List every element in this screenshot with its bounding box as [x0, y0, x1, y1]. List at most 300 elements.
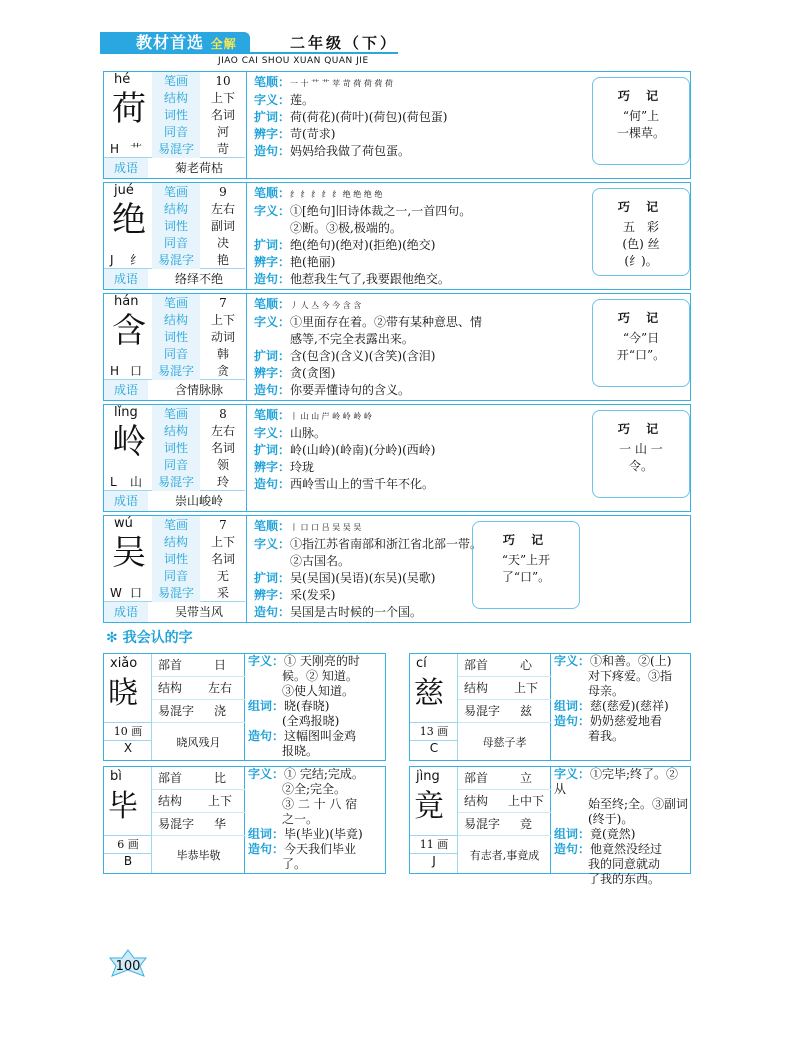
radical: 山: [130, 475, 143, 489]
info-row-homophone: [104, 234, 245, 252]
recognize-char-cell: [104, 654, 152, 760]
brand-logo: 全解: [210, 37, 237, 51]
structure-value: 上下: [513, 681, 538, 695]
confusable-label: 易混字: [152, 584, 200, 602]
structure-value: 上下: [207, 794, 232, 808]
confusable-label: 易混字: [158, 817, 195, 831]
idiom-row: [104, 380, 245, 400]
hanzi: 晓: [108, 676, 138, 711]
expand-text: 岭(山岭)(岭南)(分岭)(西岭): [290, 443, 436, 457]
sentence-text: 你要弄懂诗句的含义。: [290, 383, 411, 397]
memory-tip-box: [592, 299, 690, 387]
confusable-label: 易混字: [464, 704, 501, 718]
pinyin: hán: [114, 294, 139, 309]
info-row-confusable: [104, 140, 245, 158]
radical-value: 立: [519, 771, 532, 785]
stroke-order-label: 笔顺：: [254, 297, 291, 311]
meaning-text: 感等,不完全表露出来。: [290, 332, 414, 346]
idiom-label: 成语: [104, 380, 148, 400]
stroke-order-text: 丨 口 口 吕 吴 吴 吴: [290, 523, 362, 532]
detail-text: ①和善。②(上): [590, 654, 672, 668]
detail-text: 始至终;全。③副词: [588, 797, 689, 811]
sentence-text: 吴国是古时候的一个国。: [290, 605, 423, 619]
tip-title: 巧 记: [617, 311, 665, 325]
info-row-homophone: [104, 345, 245, 363]
tip-line: “今”日: [622, 331, 660, 345]
pos-label: 词性: [152, 550, 200, 568]
radical: 口: [130, 364, 143, 378]
detail-text: 这幅图叫金鸡: [284, 729, 357, 743]
pos-value: 名词: [210, 552, 235, 566]
distinguish-text: 采(发采): [290, 588, 336, 602]
pinyin: hé: [114, 72, 131, 87]
detail-text: ②全;完全。: [282, 782, 347, 796]
homophone-label: 同音: [152, 234, 200, 252]
confusable-value: 浇: [213, 704, 226, 718]
detail-text: 奶奶慈爱地看: [590, 714, 663, 728]
expand-text: 含(包含)(含义)(含笑)(含泪): [290, 349, 436, 363]
char-card: [103, 71, 691, 179]
char-card: [103, 293, 691, 401]
distinguish-label: 辨字：: [254, 255, 291, 269]
detail-label: 组词：: [554, 699, 591, 713]
structure-value: 上下: [210, 535, 235, 549]
info-row-strokes: [104, 294, 245, 312]
structure-label: 结构: [464, 681, 489, 695]
idiom-label: 成语: [104, 158, 148, 178]
char-card: [103, 182, 691, 290]
initial-letter: J: [110, 253, 114, 267]
expand-label: 扩词：: [254, 238, 291, 252]
strokes-value: 7: [219, 518, 227, 532]
structure-value: 左右: [207, 681, 232, 695]
detail-label: 造句：: [554, 842, 591, 856]
page-number-badge: [108, 948, 148, 978]
confusable-value: 华: [213, 817, 226, 831]
recognize-info-table: [152, 767, 245, 873]
tip-line: (纟)。: [624, 254, 658, 268]
pinyin: bì: [110, 769, 122, 784]
strokes-label: 笔画: [152, 516, 200, 534]
confusable-value: 艳: [216, 253, 229, 267]
meaning-text: 山脉。: [290, 426, 327, 440]
confusable-value: 玲: [216, 475, 229, 489]
tip-title: 巧 记: [617, 89, 665, 103]
char-info-table: [104, 405, 247, 511]
info-row-radical: [458, 767, 551, 790]
structure-label: 结构: [158, 681, 183, 695]
confusable-label: 易混字: [152, 473, 200, 491]
info-row-confusable: [152, 813, 245, 836]
confusable-value: 兹: [519, 704, 532, 718]
info-row-pos: [104, 217, 245, 235]
pinyin: jìng: [416, 769, 440, 784]
detail-text: 竟(竟然): [590, 827, 636, 841]
strokes-label: 笔画: [152, 183, 200, 201]
info-row-homophone: [104, 456, 245, 474]
recognize-char-cell: [104, 767, 152, 873]
detail-text: 对下疼爱。③指: [588, 669, 673, 683]
char-card: [103, 404, 691, 512]
tip-line: 令。: [628, 459, 653, 473]
initial-letter: C: [410, 740, 458, 755]
info-row-confusable: [104, 473, 245, 491]
pos-label: 词性: [152, 106, 200, 124]
distinguish-text: 苛(苛求): [290, 127, 336, 141]
homophone-value: 无: [216, 569, 229, 583]
char-details: [254, 518, 482, 621]
detail-text: 慈(慈爱)(慈祥): [590, 699, 669, 713]
hanzi: 岭: [112, 422, 146, 462]
confusable-label: 易混字: [152, 140, 200, 158]
char-info-table: [104, 72, 247, 178]
strokes-value: 7: [219, 296, 227, 310]
radical-label: 部首: [158, 771, 183, 785]
info-row-radical: [458, 654, 551, 677]
meaning-label: 字义：: [254, 315, 291, 329]
idiom-value: 晓风残月: [176, 736, 221, 749]
idiom-value: 有志者,事竟成: [469, 849, 540, 862]
info-row-strokes: [104, 516, 245, 534]
hanzi: 绝: [112, 200, 146, 240]
detail-text: ①完毕;终了。②从: [554, 767, 679, 796]
char-card: [103, 515, 691, 623]
expand-label: 扩词：: [254, 349, 291, 363]
info-row-strokes: [104, 405, 245, 423]
sentence-label: 造句：: [254, 383, 291, 397]
detail-text: 候。② 知道。: [282, 669, 358, 683]
info-row-structure: [104, 89, 245, 107]
info-row-structure: [458, 790, 551, 813]
info-row-confusable: [458, 700, 551, 723]
info-row-strokes: [104, 183, 245, 201]
info-row-confusable: [458, 813, 551, 836]
detail-text: 之一。: [282, 812, 319, 826]
initial-letter: J: [410, 853, 458, 868]
recognize-details: [554, 767, 690, 887]
stroke-count: 6 画: [104, 835, 152, 852]
char-details: [254, 407, 435, 493]
recognize-details: [248, 654, 360, 759]
radical: 艹: [130, 142, 143, 156]
char-details: [254, 74, 447, 160]
tip-line: (色) 丝: [622, 237, 660, 251]
pinyin: xiǎo: [110, 656, 138, 671]
sentence-text: 妈妈给我做了荷包蛋。: [290, 144, 411, 158]
meaning-text: ②古国名。: [290, 554, 351, 568]
meaning-label: 字义：: [254, 204, 291, 218]
strokes-label: 笔画: [152, 405, 200, 423]
detail-label: 组词：: [554, 827, 591, 841]
tip-line: 一 山 一: [619, 442, 663, 456]
radical-value: 心: [519, 658, 532, 672]
radical-label: 部首: [158, 658, 183, 672]
distinguish-label: 辨字：: [254, 460, 291, 474]
idiom-value: 含情脉脉: [174, 383, 223, 397]
char-details: [254, 185, 471, 288]
pos-value: 名词: [210, 441, 235, 455]
radical-label: 部首: [464, 771, 489, 785]
recognize-char-cell: [410, 654, 458, 760]
tip-line: 了“口”。: [501, 570, 551, 584]
recognize-info-table: [458, 767, 551, 873]
sentence-label: 造句：: [254, 272, 291, 286]
expand-text: 吴(吴国)(吴语)(东吴)(吴歌): [290, 571, 436, 585]
meaning-label: 字义：: [254, 426, 291, 440]
structure-label: 结构: [464, 794, 489, 808]
char-info-table: [104, 516, 247, 622]
memory-tip-box: [472, 521, 580, 609]
recognize-card: [409, 653, 691, 761]
strokes-label: 笔画: [152, 294, 200, 312]
meaning-text: ②断。③极,极端的。: [290, 221, 402, 235]
radical: 纟: [130, 253, 143, 267]
detail-label: 组词：: [248, 699, 285, 713]
brand-banner: 教材首选 全解: [100, 32, 250, 54]
info-row-structure: [104, 533, 245, 551]
info-row-radical: [152, 767, 245, 790]
info-row-structure: [152, 790, 245, 813]
structure-value: 左右: [210, 424, 235, 438]
stroke-count: 11 画: [410, 835, 458, 852]
idiom-value: 毕恭毕敬: [176, 849, 221, 862]
idiom-row: [104, 158, 245, 178]
sentence-label: 造句：: [254, 144, 291, 158]
distinguish-text: 玲珑: [290, 460, 315, 474]
hanzi: 竟: [414, 789, 444, 824]
initial-letter: H: [110, 364, 120, 378]
stroke-order-text: 一 十 艹 艹 苹 苛 荷 荷 荷 荷: [290, 79, 393, 88]
recognize-char-cell: [410, 767, 458, 873]
stroke-order-text: 丿 人 亼 今 今 含 含: [290, 301, 362, 310]
meaning-label: 字义：: [254, 93, 291, 107]
detail-label: 字义：: [554, 767, 591, 781]
info-row-confusable: [104, 251, 245, 269]
structure-value: 上下: [210, 313, 235, 327]
info-row-homophone: [104, 123, 245, 141]
idiom-value: 母慈子孝: [482, 736, 527, 749]
strokes-value: 9: [219, 185, 227, 199]
info-row-confusable: [104, 584, 245, 602]
memory-tip-box: [592, 77, 690, 165]
radical: 口: [130, 586, 143, 600]
initial-letter: W: [110, 586, 122, 600]
confusable-label: 易混字: [158, 704, 195, 718]
tip-line: 五 彩: [622, 220, 659, 234]
radical-value: 日: [213, 658, 226, 672]
stroke-count: 10 画: [104, 722, 152, 739]
char-details: [254, 296, 482, 399]
radical-label: 部首: [464, 658, 489, 672]
stroke-order-text: 纟 纟 纟 纟 纟 绝 绝 绝 绝: [290, 190, 383, 199]
structure-label: 结构: [152, 311, 200, 329]
hanzi: 毕: [108, 789, 138, 824]
radical-value: 比: [213, 771, 226, 785]
homophone-value: 河: [216, 125, 229, 139]
detail-text: 今天我们毕业: [284, 842, 357, 856]
info-row-structure: [152, 677, 245, 700]
detail-label: 造句：: [554, 714, 591, 728]
recognize-card: [103, 766, 386, 874]
tip-line: “何”上: [622, 109, 660, 123]
tip-title: 巧 记: [617, 422, 665, 436]
tip-line: 一棵草。: [616, 126, 665, 140]
idiom-label: 成语: [104, 269, 148, 289]
page-number: 100: [115, 959, 141, 974]
idiom-row: [104, 491, 245, 511]
info-row-homophone: [104, 567, 245, 585]
meaning-text: ①指江苏省南部和浙江省北部一带。: [290, 537, 483, 551]
stroke-order-label: 笔顺：: [254, 519, 291, 533]
expand-text: 绝(绝句)(绝对)(拒绝)(绝交): [290, 238, 436, 252]
initial-letter: B: [104, 853, 152, 868]
structure-value: 上中下: [507, 794, 544, 808]
tip-line: “天”上开: [501, 553, 551, 567]
meaning-text: 莲。: [290, 93, 315, 107]
strokes-label: 笔画: [152, 72, 200, 90]
detail-text: (终于)。: [588, 812, 634, 826]
detail-text: ① 完结;完成。: [284, 767, 364, 781]
detail-text: 晓(春晓): [284, 699, 330, 713]
sentence-text: 他惹我生气了,我要跟他绝交。: [290, 272, 450, 286]
pos-label: 词性: [152, 328, 200, 346]
structure-label: 结构: [152, 200, 200, 218]
detail-text: ① 天刚亮的时: [284, 654, 360, 668]
recognize-card: [103, 653, 386, 761]
homophone-label: 同音: [152, 567, 200, 585]
idiom-label: 成语: [104, 491, 148, 511]
detail-label: 字义：: [248, 767, 285, 781]
section-title: ✻ 我会认的字: [106, 630, 193, 646]
confusable-label: 易混字: [152, 362, 200, 380]
strokes-value: 10: [215, 74, 231, 88]
structure-value: 左右: [210, 202, 235, 216]
idiom-value: 吴带当风: [174, 605, 223, 619]
hanzi: 慈: [414, 676, 444, 711]
confusable-label: 易混字: [464, 817, 501, 831]
detail-label: 造句：: [248, 842, 285, 856]
meaning-label: 字义：: [254, 537, 291, 551]
info-row-structure: [104, 422, 245, 440]
sentence-label: 造句：: [254, 605, 291, 619]
strokes-value: 8: [219, 407, 227, 421]
initial-letter: X: [104, 740, 152, 755]
structure-label: 结构: [152, 422, 200, 440]
expand-text: 荷(荷花)(荷叶)(荷包)(荷包蛋): [290, 110, 448, 124]
info-row-confusable: [104, 362, 245, 380]
detail-text: 了。: [282, 857, 307, 871]
detail-text: ③ 二 十 八 宿: [282, 797, 358, 811]
homophone-label: 同音: [152, 123, 200, 141]
info-row-pos: [104, 328, 245, 346]
distinguish-text: 艳(艳丽): [290, 255, 336, 269]
pinyin: cí: [416, 656, 427, 671]
info-row-structure: [458, 677, 551, 700]
header-rule: [250, 52, 398, 54]
idiom-value: 络绎不绝: [174, 272, 223, 286]
confusable-value: 竞: [519, 817, 532, 831]
detail-text: (全鸡报晓): [282, 714, 340, 728]
idiom-row: [104, 602, 245, 622]
distinguish-label: 辨字：: [254, 127, 291, 141]
hanzi: 荷: [112, 89, 146, 129]
pinyin: wú: [114, 516, 133, 531]
recognize-info-table: [458, 654, 551, 760]
structure-value: 上下: [210, 91, 235, 105]
expand-label: 扩词：: [254, 443, 291, 457]
info-row-pos: [104, 550, 245, 568]
info-row-strokes: [104, 72, 245, 90]
char-info-table: [104, 294, 247, 400]
memory-tip-box: [592, 188, 690, 276]
info-row-pos: [104, 439, 245, 457]
char-info-table: [104, 183, 247, 289]
initial-letter: L: [110, 475, 117, 489]
recognize-details: [248, 767, 364, 872]
detail-label: 组词：: [248, 827, 285, 841]
homophone-value: 韩: [216, 347, 229, 361]
confusable-value: 苛: [216, 142, 229, 156]
header: [100, 32, 400, 72]
expand-label: 扩词：: [254, 571, 291, 585]
tip-title: 巧 记: [617, 200, 665, 214]
header-subtitle: JIAO CAI SHOU XUAN QUAN JIE: [218, 56, 369, 66]
hanzi: 含: [112, 311, 146, 351]
confusable-value: 贪: [216, 364, 229, 378]
expand-label: 扩词：: [254, 110, 291, 124]
distinguish-label: 辨字：: [254, 588, 291, 602]
detail-label: 造句：: [248, 729, 285, 743]
confusable-label: 易混字: [152, 251, 200, 269]
info-row-confusable: [152, 700, 245, 723]
pos-value: 动词: [210, 330, 235, 344]
meaning-text: ①里面存在着。②带有某种意思、情: [290, 315, 483, 329]
recognize-details: [554, 654, 672, 744]
stroke-order-label: 笔顺：: [254, 408, 291, 422]
idiom-row: [104, 269, 245, 289]
info-row-pos: [104, 106, 245, 124]
sentence-label: 造句：: [254, 477, 291, 491]
detail-label: 字义：: [554, 654, 591, 668]
pinyin: jué: [114, 183, 134, 198]
pos-value: 名词: [210, 108, 235, 122]
detail-text: 着我。: [588, 729, 625, 743]
detail-text: 报晓。: [282, 744, 319, 758]
initial-letter: H: [110, 142, 120, 156]
recognize-info-table: [152, 654, 245, 760]
detail-text: 我的同意就动: [588, 857, 661, 871]
pos-value: 副词: [210, 219, 235, 233]
idiom-value: 菊老荷枯: [174, 161, 223, 175]
distinguish-text: 贪(贪图): [290, 366, 336, 380]
detail-text: 他竟然没经过: [590, 842, 663, 856]
recognize-card: [409, 766, 691, 886]
stroke-order-label: 笔顺：: [254, 186, 291, 200]
homophone-label: 同音: [152, 345, 200, 363]
structure-label: 结构: [152, 89, 200, 107]
tip-line: 开“口”。: [616, 348, 666, 362]
confusable-value: 采: [216, 586, 229, 600]
meaning-text: ①[绝句]旧诗体裁之一,一首四句。: [290, 204, 472, 218]
detail-label: 字义：: [248, 654, 285, 668]
info-row-structure: [104, 200, 245, 218]
structure-label: 结构: [152, 533, 200, 551]
homophone-label: 同音: [152, 456, 200, 474]
idiom-value: 崇山峻岭: [174, 494, 223, 508]
detail-text: 毕(毕业)(毕竟): [284, 827, 363, 841]
info-row-radical: [152, 654, 245, 677]
structure-label: 结构: [158, 794, 183, 808]
